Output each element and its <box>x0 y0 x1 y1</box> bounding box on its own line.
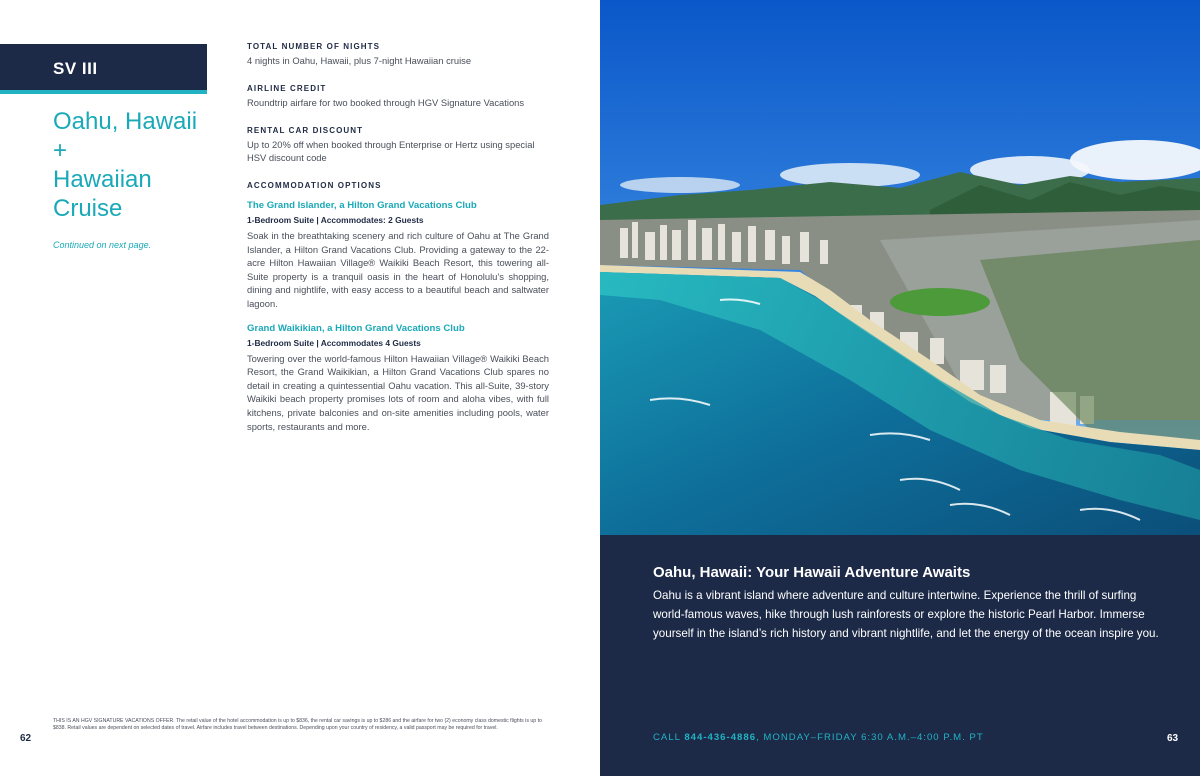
title-line: Cruise <box>53 195 123 222</box>
title-line: Oahu, Hawaii <box>53 108 198 135</box>
phone-number[interactable]: 844-436-4886 <box>684 732 757 743</box>
page-number-right: 63 <box>1167 733 1179 744</box>
tag-underline <box>0 90 207 94</box>
section-heading: ACCOMMODATION OPTIONS <box>247 181 382 190</box>
section-tag-label: SV III <box>53 59 98 78</box>
section-body: Roundtrip airfare for two booked through HGV Signature Vacations <box>247 97 525 108</box>
property-room: 1-Bedroom Suite | Accommodates: 2 Guests <box>247 215 424 225</box>
right-page <box>600 0 1200 776</box>
call-hours: , MONDAY–FRIDAY 6:30 A.M.–4:00 P.M. PT <box>756 732 984 743</box>
property-description: Soak in the breathtaking scenery and rich culture of Oahu at The Grand Islander, a Hilton Grand Vacations Club. Providing a gateway to the 22-acre Hilton Hawaiian Village® Waikiki Beach Resort, this towering all-Suite property is a tranquil oasis in the heart of Honolulu’s shopping, dining and nightlife, with easy access to a beautiful beach and saltwater lagoon. <box>247 230 549 309</box>
feature-headline: Oahu, Hawaii: Your Hawaii Adventure Awaits <box>653 564 971 581</box>
aerial-photo <box>600 0 1200 535</box>
page-title <box>53 107 213 223</box>
airline-section <box>247 84 549 109</box>
property-description: Towering over the world-famous Hilton Hawaiian Village® Waikiki Beach Resort, the Grand Waikikian, a Hilton Grand Vacations Club spares no detail in creating a quintessential Oahu vacation. This all-Suite, 39-story Waikiki beach property promises lots of room and aloha vibes, with full kitchens, private balconies and on-site amenities including pools, water sports, restaurants and more. <box>247 352 549 432</box>
section-heading: TOTAL NUMBER OF NIGHTS <box>247 42 381 51</box>
section-heading: RENTAL CAR DISCOUNT <box>247 126 364 135</box>
title-line: + <box>53 137 68 164</box>
property-name: Grand Waikikian, a Hilton Grand Vacations Club <box>247 322 465 334</box>
call-line <box>653 732 984 743</box>
page-number-left: 62 <box>20 733 32 744</box>
nights-section <box>247 42 549 67</box>
feature-paragraph: Oahu is a vibrant island where adventure and culture intertwine. Experience the thrill of surfing world-famous waves, hike through lush rainforests or explore the historic Pearl Harbor. Immerse yourself in the island’s rich history and vibrant nightlife, and let the energy of the ocean inspire you. <box>653 589 1159 640</box>
rental-section <box>247 126 549 164</box>
accommodation-section <box>247 181 549 433</box>
property-name: The Grand Islander, a Hilton Grand Vacations Club <box>247 200 477 211</box>
disclaimer: THIS IS AN HGV SIGNATURE VACATIONS OFFER. The retail value of the hotel accommodation is up to $836, the rental car savings is up to $286 and the airfare for two (2) economy class domestic flights is up to $838. Retail values are dependent on selected dates of travel. Airfare includes travel between destinations. Depending upon your country of residency, a valid passport may be required for travel. <box>53 718 542 732</box>
aerial-photo-oahu-icon <box>600 0 1200 535</box>
continued-note: Continued on next page. <box>53 240 152 250</box>
section-body: 4 nights in Oahu, Hawaii, plus 7-night Hawaiian cruise <box>247 55 472 66</box>
details-column <box>247 42 549 433</box>
section-heading: AIRLINE CREDIT <box>247 84 327 93</box>
section-body: Up to 20% off when booked through Enterprise or Hertz using special HSV discount code <box>247 139 535 163</box>
section-tag <box>0 44 207 90</box>
property-room: 1-Bedroom Suite | Accommodates 4 Guests <box>247 337 421 348</box>
call-prefix: CALL <box>653 732 685 743</box>
title-line: Hawaiian <box>53 166 152 193</box>
